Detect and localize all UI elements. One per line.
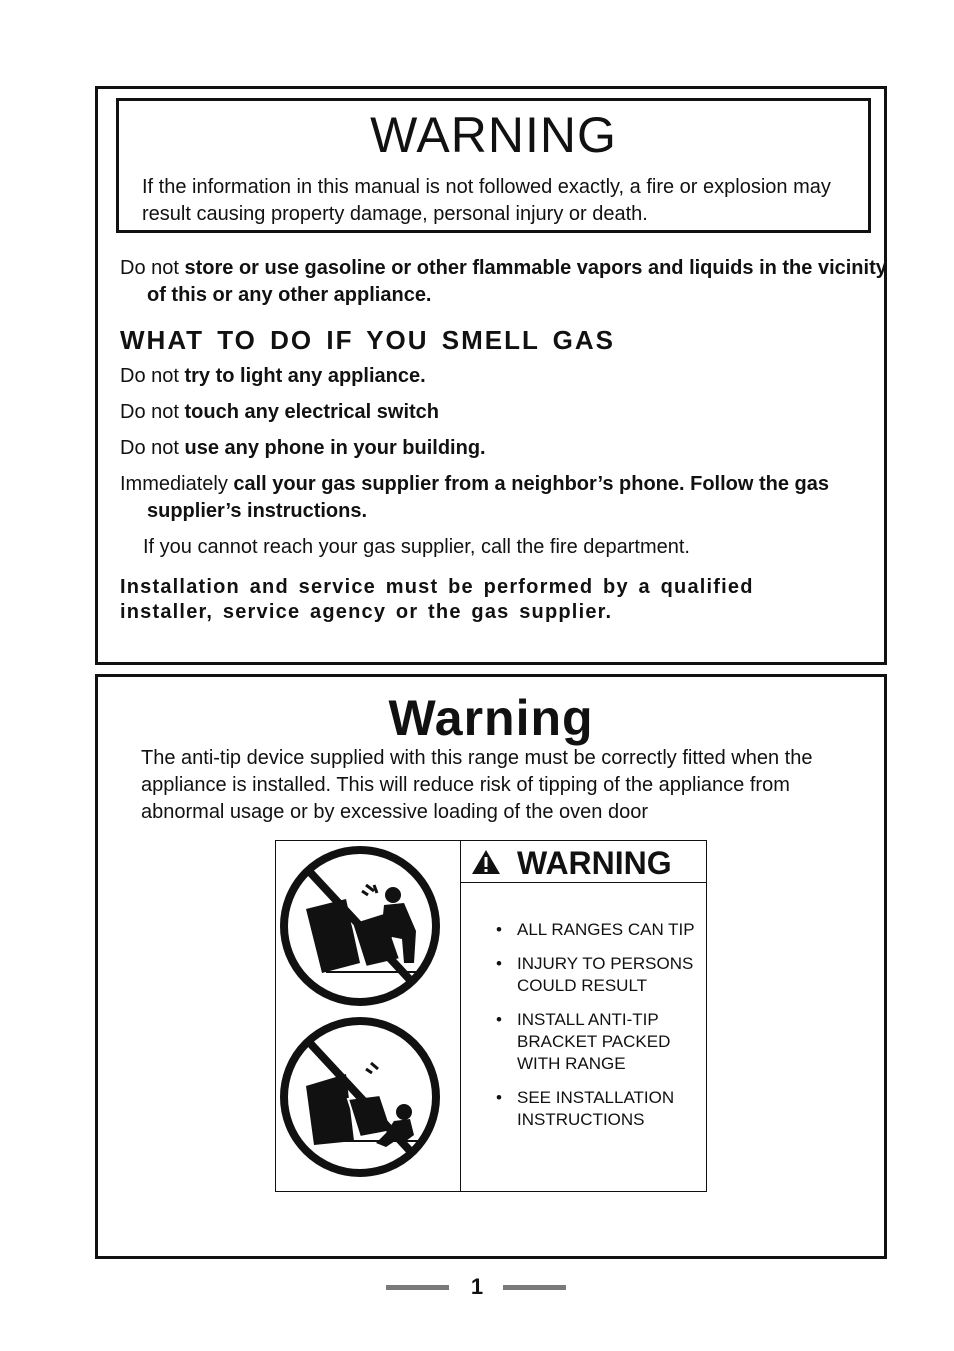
footer-rule-right: [503, 1285, 566, 1290]
warning-text: If the information in this manual is not followed exactly, a fire or explosion may result causing property damage, personal injury or death.: [142, 176, 831, 225]
smell-gas-item: Do not try to light any appliance.: [120, 365, 426, 387]
smell-gas-heading: WHAT TO DO IF YOU SMELL GAS: [120, 325, 615, 355]
fire-explosion-warning: [116, 98, 871, 233]
smell-gas-item: Do not touch any electrical switch: [120, 401, 440, 423]
warning-title: WARNING: [370, 107, 617, 163]
anti-tip-title: Warning: [388, 690, 594, 746]
tip-over-illustration: [276, 841, 460, 1191]
tip-over-pictograms: [276, 841, 461, 1191]
installation-note: Installation and service must be performed by a qualified installer, service agency or the gas supplier.: [120, 576, 754, 623]
anti-tip-text: The anti-tip device supplied with this range must be correctly fitted when the appliance is installed. This will reduce risk of tipping of the appliance from abnormal usage or by excessive loading of the oven door: [141, 747, 813, 823]
label-bullet: • INSTALL ANTI-TIP BRACKET PACKED WITH RANGE: [496, 1009, 696, 1075]
label-header: [461, 841, 706, 883]
gas-warning-box: [95, 86, 887, 665]
label-bullet: • INJURY TO PERSONS COULD RESULT: [496, 953, 696, 997]
warning-triangle-icon: [471, 849, 501, 875]
page-number: 1: [470, 1274, 484, 1299]
footer-rule-left: [386, 1285, 449, 1290]
label-heading: WARNING: [517, 845, 672, 881]
label-bullet-list: [496, 919, 696, 1143]
storage-warning: Do not store or use gasoline or other flammable vapors and liquids in the vicinity of this or any other appliance.: [120, 257, 887, 306]
page-footer: [0, 1274, 954, 1300]
label-bullet: • ALL RANGES CAN TIP: [496, 919, 696, 941]
smell-gas-item: Immediately call your gas supplier from a neighbor’s phone. Follow the gas supplier’s instructions.: [120, 473, 830, 522]
anti-tip-warning-box: [95, 674, 887, 1259]
label-bullet: • SEE INSTALLATION INSTRUCTIONS: [496, 1087, 696, 1131]
anti-tip-label: [275, 840, 707, 1192]
smell-gas-item: Do not use any phone in your building.: [120, 437, 486, 459]
fire-department-note: If you cannot reach your gas supplier, call the fire department.: [143, 536, 690, 558]
